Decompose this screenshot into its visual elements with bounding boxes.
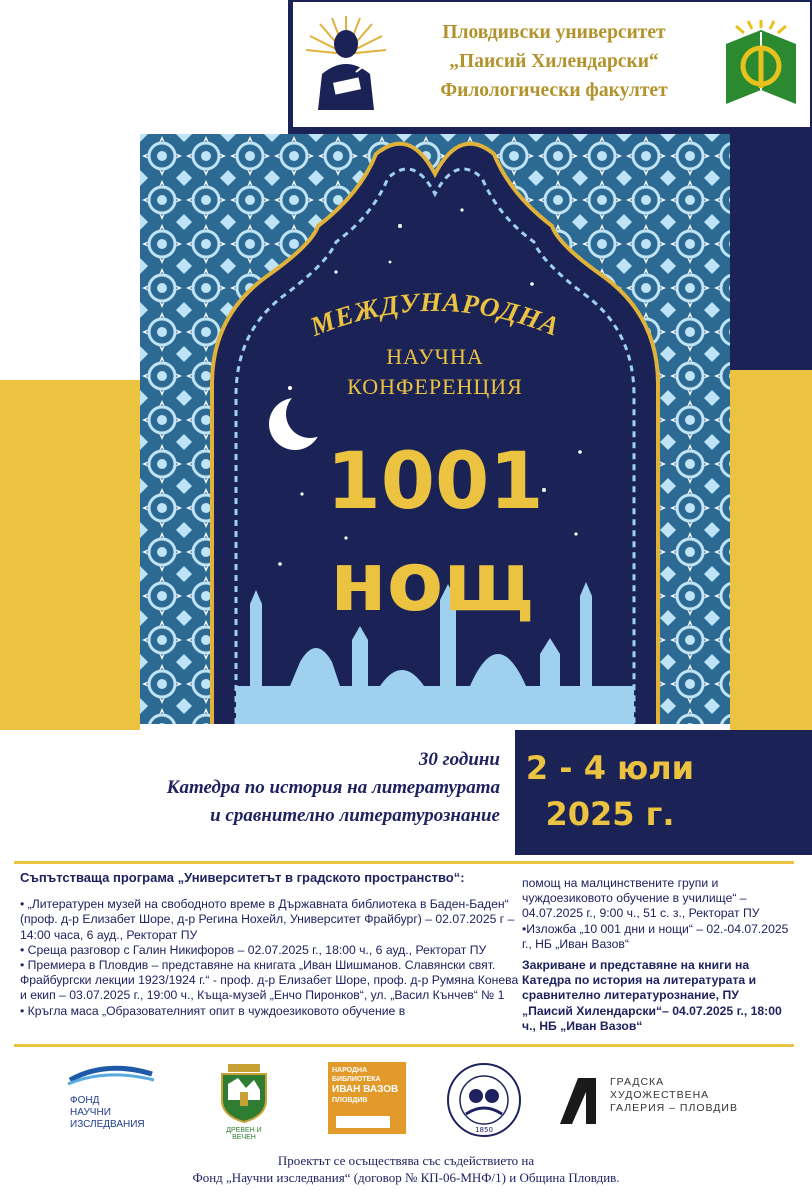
anniversary-subtitle [40,746,500,830]
fni-label: ФОНД [70,1095,100,1106]
library-label: ИВАН ВАЗОВ [332,1084,399,1095]
library-building-icon [336,1116,390,1128]
seal-icon [446,1062,522,1138]
conference-poster-artwork [140,134,730,724]
program-right-column [522,876,792,1034]
funding-footer [0,1152,812,1186]
gymnasium-seal [446,1062,522,1138]
date-year: 2025 г. [545,795,675,833]
footer-line1: Проектът се осъществява със съдействието на [277,1153,535,1168]
department-name-line1: Катедра по история на литературата [166,777,500,798]
program-item: • Среща разговор с Галин Никифоров – 02.07.2025 г., 18:00 ч., 6 ауд., Ректорат ПУ [20,942,487,957]
national-library-logo [328,1062,406,1134]
department-name-line2: и сравнително литературознание [210,805,500,826]
poster-night: нощ [330,535,534,630]
program-left-column [20,870,520,1019]
library-label: БИБЛИОТЕКА [332,1076,381,1083]
program-heading: Съпътстваща програма „Университетът в градското пространство“: [20,870,465,885]
divider-bottom [14,1044,794,1047]
university-name: Пловдивски университет [442,22,666,43]
poster-number: 1001 [326,437,544,527]
coat-of-arms-icon [214,1062,274,1124]
university-heading [398,18,710,105]
gold-block-right [730,370,812,730]
faculty-name: Филологически факултет [440,80,668,101]
library-label: НАРОДНА [332,1067,368,1074]
gold-block-left [0,380,140,730]
fni-label: НАУЧНИ [70,1107,111,1118]
program-item: помощ на малцинствените групи и чуждоезиковото обучение в училище“ – 04.07.2025 г., 9:00 ч., 51 с. з., Ректорат ПУ [522,876,760,921]
plovdiv-coat-of-arms [214,1062,274,1141]
gallery-label: ГРАДСКА [610,1076,665,1088]
program-item: •Изложба „10 001 дни и нощи“ – 02.-04.07.2025 г., НБ „Иван Вазов“ [522,921,789,951]
seal-year: 1850 [475,1126,493,1134]
gallery-label: ХУДОЖЕСТВЕНА [610,1089,710,1101]
fni-logo [66,1062,156,1138]
anniversary-years: 30 години [418,749,500,770]
plovdiv-motto: ДРЕВЕН И ВЕЧЕН [226,1127,262,1141]
program-item: • „Литературен музей на свободното време в Държавната библиотека в Баден-Баден“ (проф. д-р Елизабет Шоре, д-р Регина Нохейл, Университет Фрайбург) – 02.07.2025 г – 14:00 часа, 6 ауд., Ректорат ПУ [20,897,515,942]
program-item: • Кръгла маса „Образователният опит в чуждоезиковото обучение в [20,1003,406,1018]
university-patron: „Паисий Хилендарски“ [449,51,659,72]
footer-line2: Фонд „Научни изследвания“ (договор № КП-06-МНФ/1) и Община Пловдив. [192,1170,620,1185]
poster-title-conference: КОНФЕРЕНЦИЯ [347,374,523,399]
poster-title-scientific: НАУЧНА [386,344,484,369]
philology-faculty-logo [722,20,800,108]
program-item: • Премиера в Пловдив – представяне на книгата „Иван Шишманов. Славянски свят. Фрайбургски лекции 1923/1924 г.“ - проф. д-р Елизабет Шоре, проф. д-р Румяна Конева и екип – 03.07.2025 г., 19:00 ч., Къща-музей „Енчо Пиронков“, ул. „Васил Кънчев“ № 1 [20,958,519,1003]
city-art-gallery-logo [560,1062,740,1138]
date-range: 2 - 4 юли [525,749,695,787]
fni-label: ИЗСЛЕДВАНИЯ [70,1119,145,1130]
paisii-university-logo [304,14,388,110]
gallery-mark-icon [560,1078,596,1124]
poster-title-international: МЕЖДУНАРОДНА [306,286,565,342]
conference-dates [515,745,705,837]
program-closing: Закриване и представяне на книги на Катедра по история на литературата и сравнително литературознание, ПУ „Паисий Хилендарски“– 04.07.2025 г., 18:00 ч., НБ „Иван Вазов“ [522,958,782,1033]
divider-top [14,861,794,864]
library-label: ПЛОВДИВ [332,1097,368,1104]
fni-swoosh-icon [66,1062,156,1090]
gallery-label: ГАЛЕРИЯ – ПЛОВДИВ [610,1102,738,1114]
